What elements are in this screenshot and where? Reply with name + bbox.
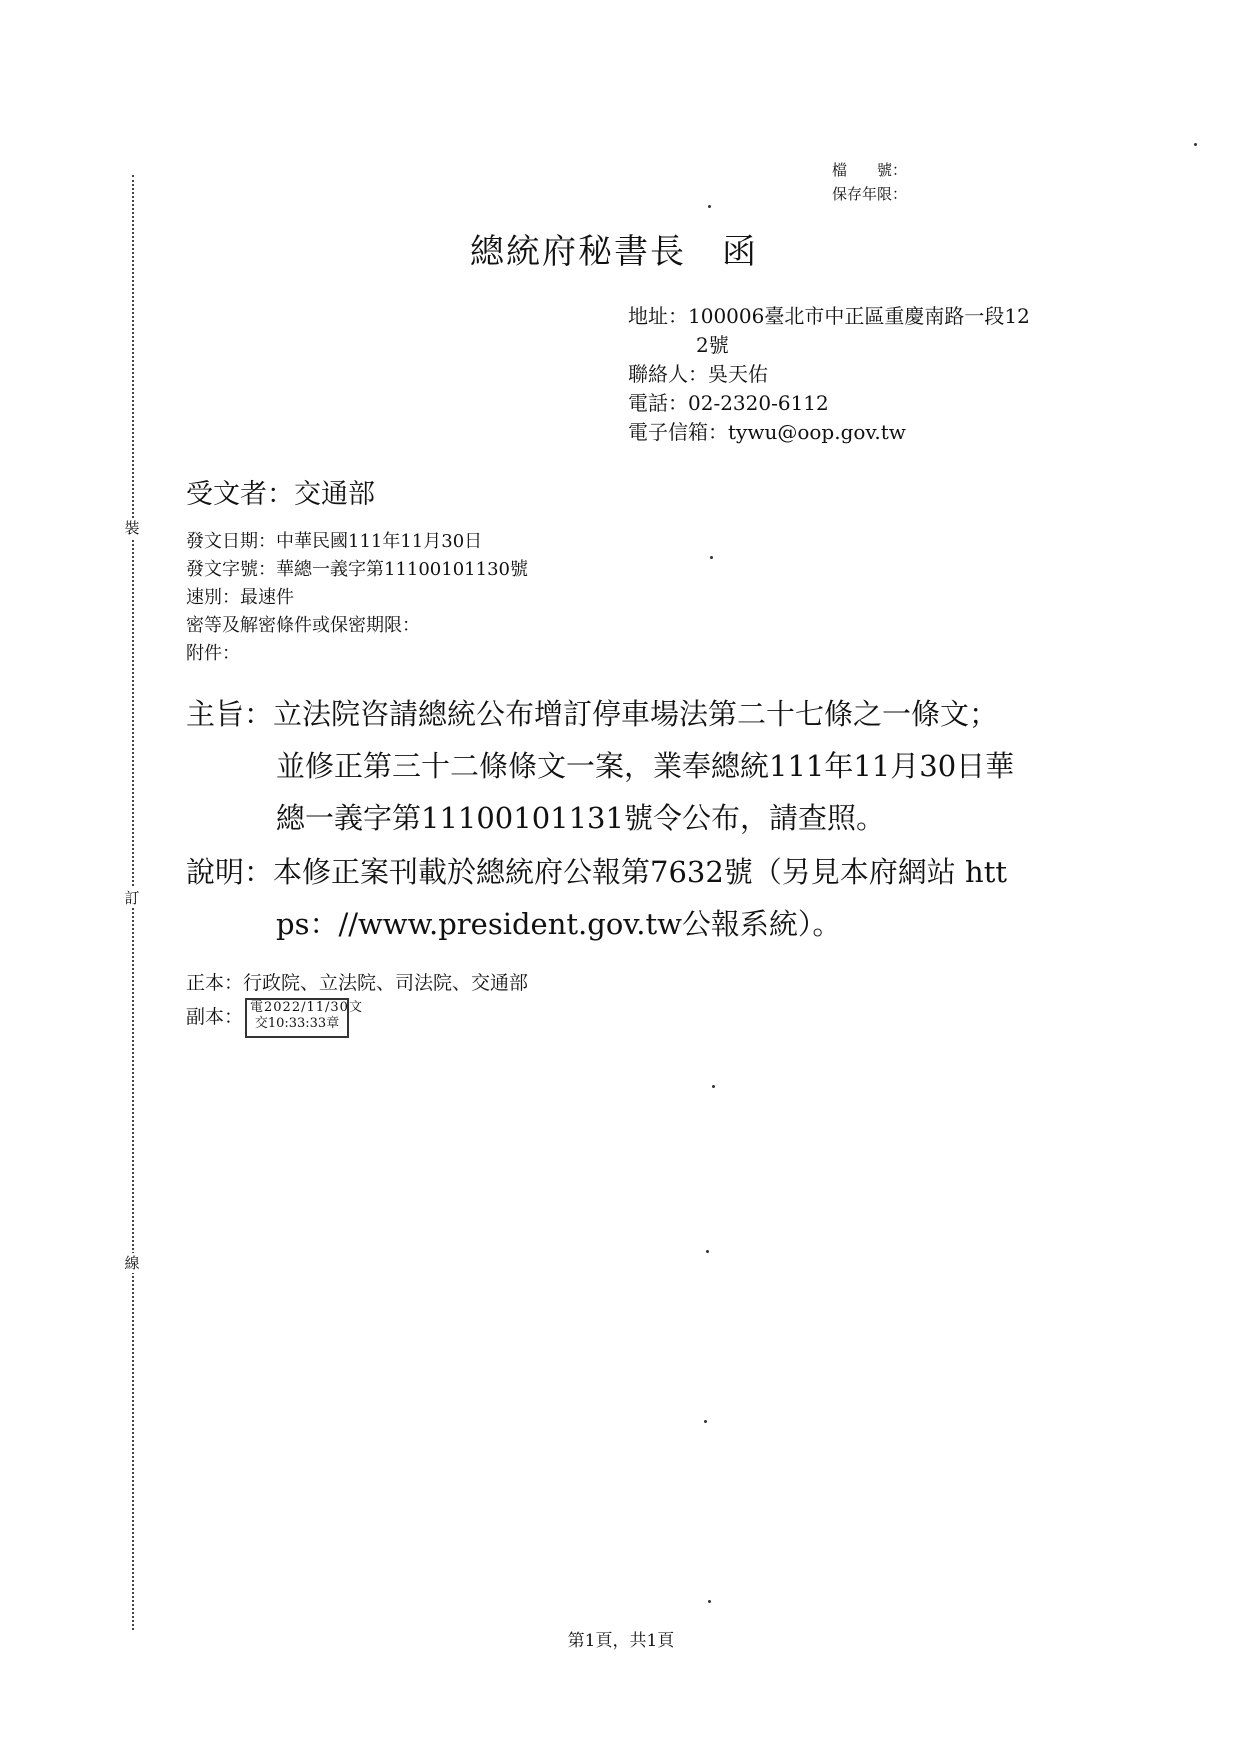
issue-info	[186, 528, 528, 668]
copy-label: 副本：	[186, 1006, 244, 1028]
page-number: 第1頁，共1頁	[567, 1631, 675, 1651]
document-title: 總統府秘書長 函	[470, 232, 758, 272]
retention-period-label: 保存年限：	[832, 185, 908, 203]
file-number-label: 檔 號：	[832, 161, 908, 179]
binding-mark-xian: 線	[120, 1253, 144, 1273]
sender-contact: 聯絡人：吳天佑	[628, 362, 768, 386]
scan-speck	[704, 1420, 707, 1423]
distribution	[186, 968, 528, 1038]
sender-address-cont: 2號	[696, 333, 729, 357]
original-recipients: 正本：行政院、立法院、司法院、交通部	[186, 972, 529, 994]
confidentiality: 密等及解密條件或保密期限：	[186, 615, 420, 636]
sender-email: 電子信箱：tywu@oop.gov.tw	[628, 420, 906, 444]
scan-speck	[712, 1085, 715, 1088]
sender-phone: 電話：02-2320-6112	[628, 391, 829, 415]
stamp-line-1: 電2022/11/30文	[250, 1000, 363, 1015]
recipient: 受文者：交通部	[186, 479, 375, 510]
document-number: 發文字號：華總一義字第11100101130號	[186, 559, 528, 580]
scan-speck	[708, 1600, 711, 1603]
issue-date: 發文日期：中華民國111年11月30日	[186, 531, 483, 552]
stamp-line-2: 交10:33:33章	[254, 1016, 340, 1031]
subject-line-3: 總一義字第11100101131號令公布，請查照。	[276, 801, 885, 835]
subject-line-2: 並修正第三十二條條文一案，業奉總統111年11月30日華	[276, 749, 1015, 783]
copy-recipients	[186, 998, 528, 1038]
subject-line-1: 主旨：立法院咨請總統公布增訂停車場法第二十七條之一條文；	[186, 697, 999, 731]
binding-mark-ding: 訂	[120, 888, 144, 908]
explanation-line-2: ps：//www.president.gov.tw公報系統）。	[276, 907, 842, 941]
electronic-doc-stamp	[245, 998, 363, 1038]
explanation-line-1: 說明：本修正案刊載於總統府公報第7632號（另見本府網站 htt	[186, 855, 1008, 889]
scan-speck	[706, 1250, 709, 1253]
letter-body	[186, 688, 1014, 950]
sender-block	[628, 302, 1030, 447]
sender-address: 地址：100006臺北市中正區重慶南路一段12	[628, 304, 1030, 328]
scan-speck	[708, 205, 711, 208]
scan-speck	[710, 556, 713, 559]
attachment: 附件：	[186, 643, 240, 664]
binding-mark-zhuang: 裝	[120, 518, 144, 538]
delivery-speed: 速別：最速件	[186, 587, 294, 608]
scan-speck	[1194, 143, 1197, 146]
